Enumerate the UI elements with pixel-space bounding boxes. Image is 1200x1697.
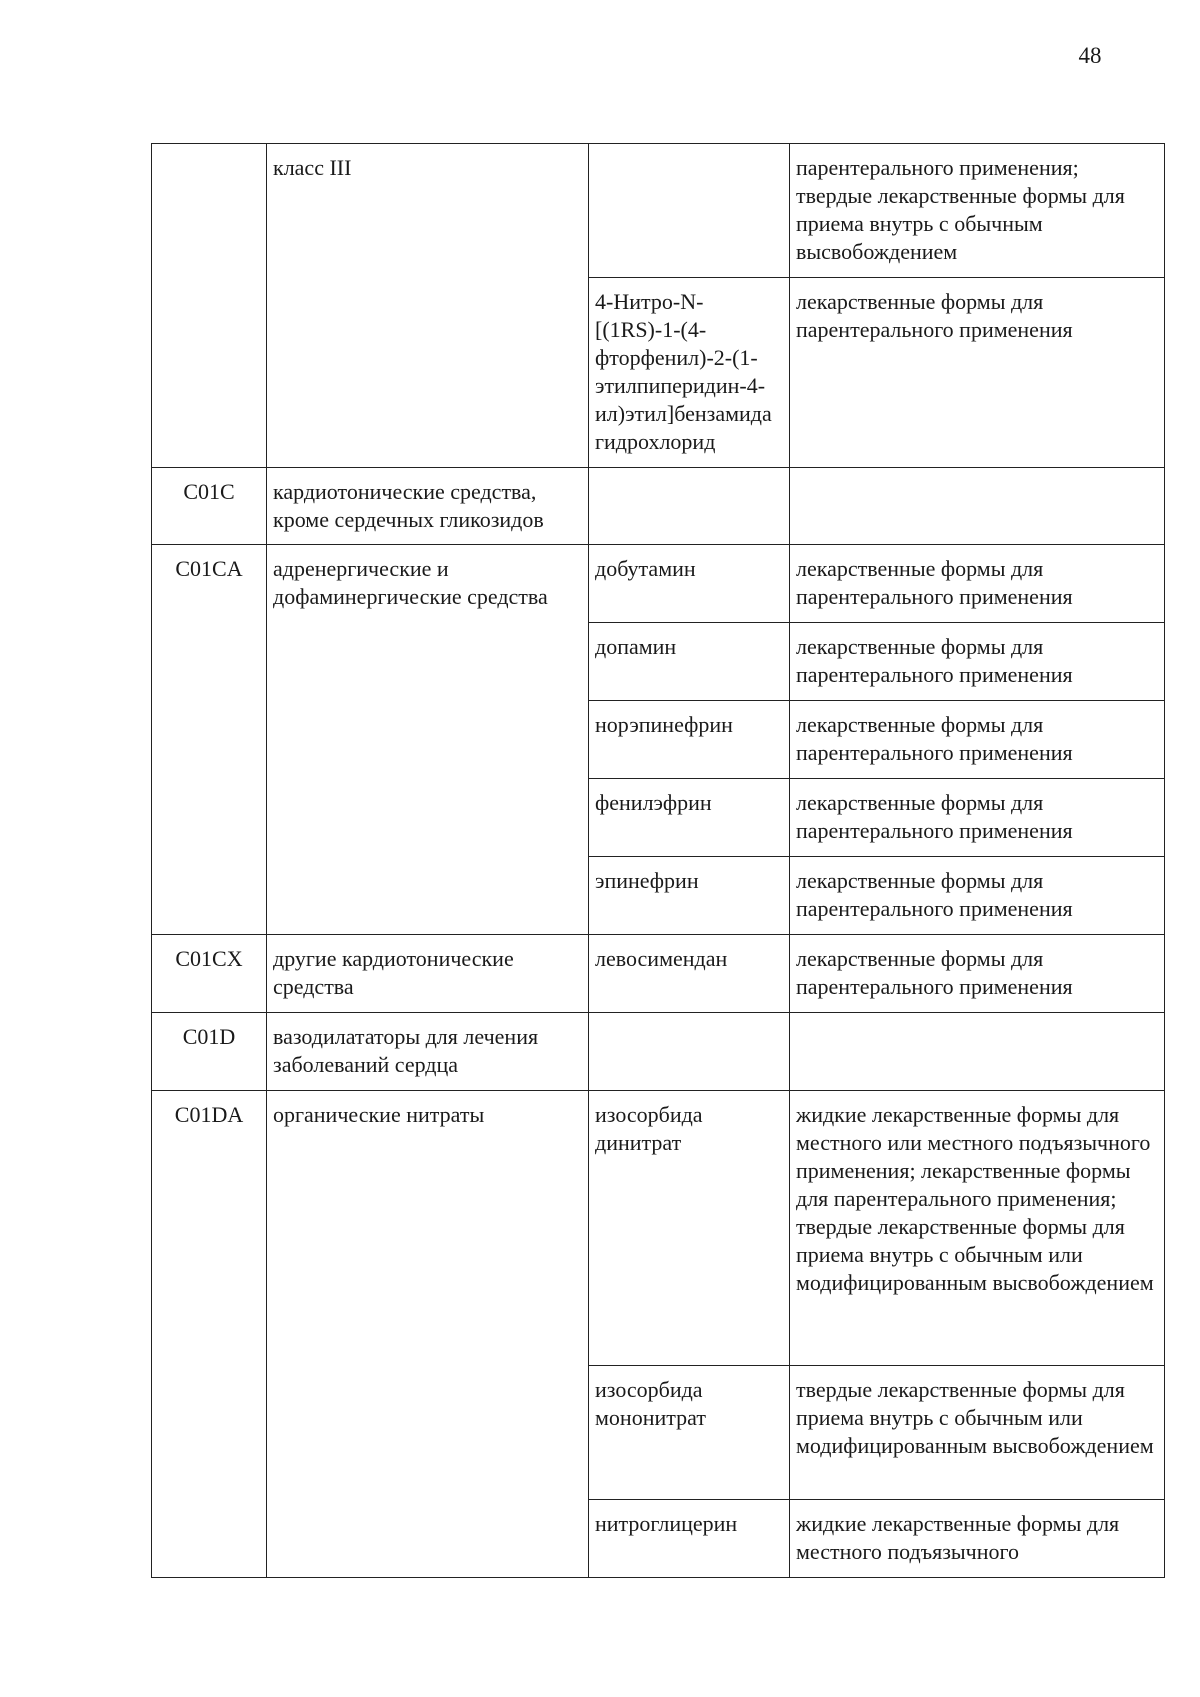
dosage-form-cell bbox=[790, 1013, 1165, 1091]
atc-group-cell: кардиотонические средства, кроме сердечных гликозидов bbox=[267, 468, 589, 545]
dosage-form-cell: лекарственные формы для парентерального применения bbox=[790, 278, 1165, 468]
drug-name-cell: допамин bbox=[589, 623, 790, 701]
dosage-form-cell: твердые лекарственные формы для приема внутрь с обычным или модифицированным высвобождением bbox=[790, 1366, 1165, 1500]
drug-name-cell: 4-Нитро-N-[(1RS)-1-(4-фторфенил)-2-(1-этилпиперидин-4-ил)этил]бензамида гидрохлорид bbox=[589, 278, 790, 468]
drug-name-cell: норэпинефрин bbox=[589, 701, 790, 779]
page-number: 48 bbox=[1078, 43, 1102, 68]
drug-name-cell: добутамин bbox=[589, 545, 790, 623]
dosage-form-cell: лекарственные формы для парентерального применения bbox=[790, 857, 1165, 935]
dosage-form-cell: лекарственные формы для парентерального применения bbox=[790, 701, 1165, 779]
table-row bbox=[152, 1091, 1165, 1366]
dosage-form-cell: лекарственные формы для парентерального применения bbox=[790, 545, 1165, 623]
atc-group-cell: органические нитраты bbox=[267, 1091, 589, 1578]
atc-group-cell: класс III bbox=[267, 144, 589, 468]
dosage-form-cell: лекарственные формы для парентерального применения bbox=[790, 623, 1165, 701]
table-row bbox=[152, 468, 1165, 545]
table-row bbox=[152, 545, 1165, 623]
atc-code-cell: C01C bbox=[152, 468, 267, 545]
drug-name-cell: эпинефрин bbox=[589, 857, 790, 935]
drug-classification-table bbox=[151, 143, 1165, 1578]
atc-code-cell: C01CX bbox=[152, 935, 267, 1013]
table-row bbox=[152, 935, 1165, 1013]
atc-code-cell: C01DA bbox=[152, 1091, 267, 1578]
drug-name-cell: фенилэфрин bbox=[589, 779, 790, 857]
dosage-form-cell: жидкие лекарственные формы для местного подъязычного bbox=[790, 1500, 1165, 1578]
drug-name-cell: изосорбида мононитрат bbox=[589, 1366, 790, 1500]
dosage-form-cell bbox=[790, 468, 1165, 545]
atc-code-cell: C01CA bbox=[152, 545, 267, 935]
atc-group-cell: адренергические и дофаминергические средства bbox=[267, 545, 589, 935]
drug-name-cell: нитроглицерин bbox=[589, 1500, 790, 1578]
atc-group-cell: вазодилататоры для лечения заболеваний сердца bbox=[267, 1013, 589, 1091]
drug-name-cell bbox=[589, 1013, 790, 1091]
atc-group-cell: другие кардиотонические средства bbox=[267, 935, 589, 1013]
atc-code-cell bbox=[152, 144, 267, 468]
drug-name-cell: изосорбида динитрат bbox=[589, 1091, 790, 1366]
table-row bbox=[152, 1013, 1165, 1091]
dosage-form-cell: лекарственные формы для парентерального применения bbox=[790, 935, 1165, 1013]
drug-name-cell bbox=[589, 468, 790, 545]
dosage-form-cell: жидкие лекарственные формы для местного или местного подъязычного применения; лекарственные формы для парентерального применения; твердые лекарственные формы для приема внутрь с обычным или модифицированным высвобождением bbox=[790, 1091, 1165, 1366]
atc-code-cell: C01D bbox=[152, 1013, 267, 1091]
dosage-form-cell: лекарственные формы для парентерального применения bbox=[790, 779, 1165, 857]
dosage-form-cell: парентерального применения; твердые лекарственные формы для приема внутрь с обычным высвобождением bbox=[790, 144, 1165, 278]
drug-name-cell: левосимендан bbox=[589, 935, 790, 1013]
table-row bbox=[152, 144, 1165, 278]
drug-name-cell bbox=[589, 144, 790, 278]
